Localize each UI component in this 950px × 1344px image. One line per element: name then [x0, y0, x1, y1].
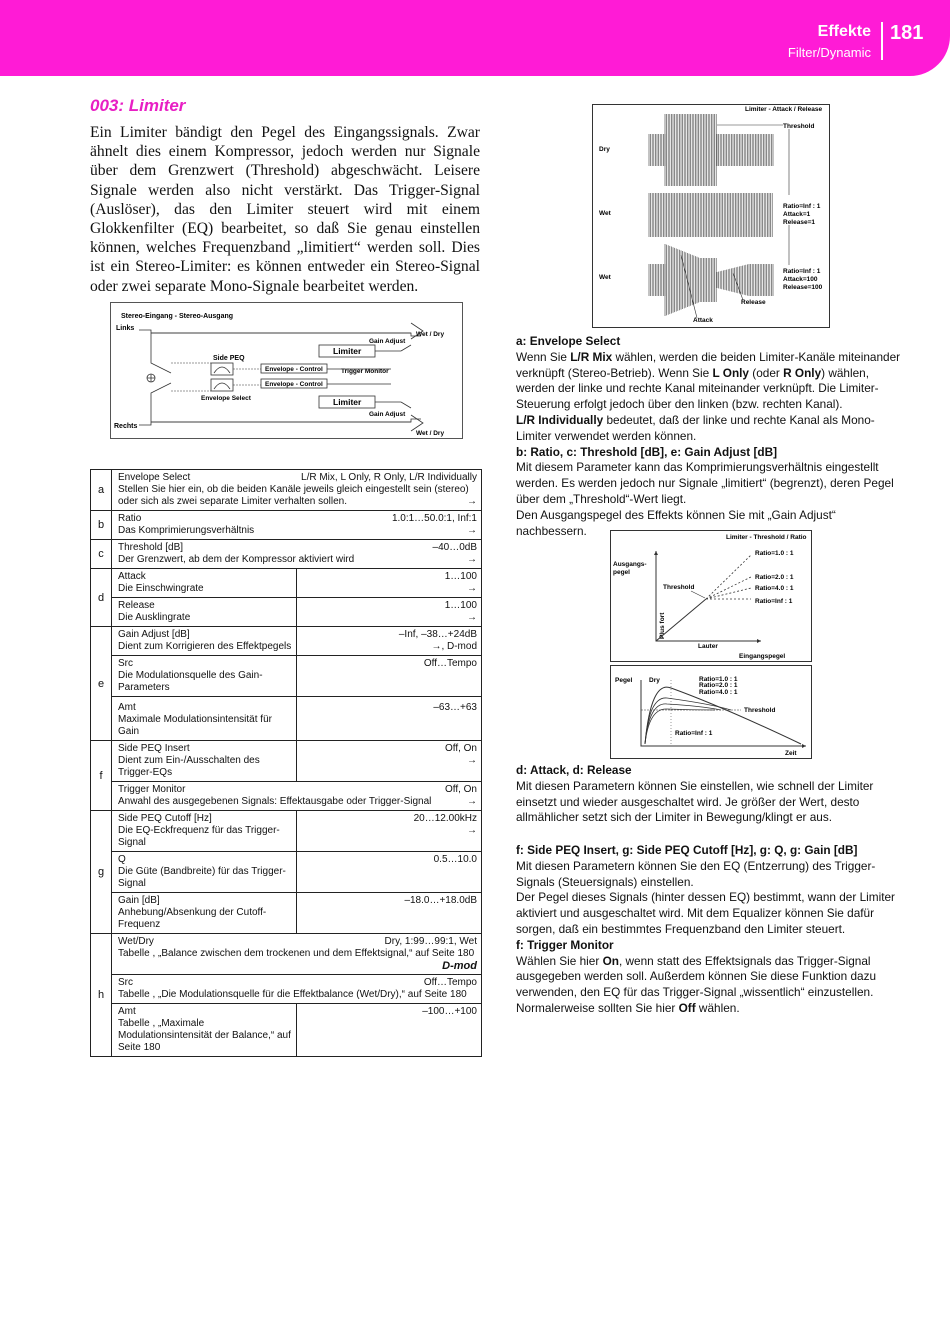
- chart1-ylabel-1: Ausgangs-: [613, 561, 647, 568]
- param-cell: [112, 811, 297, 852]
- param-arrow: →: [467, 825, 477, 836]
- param-desc: Tabelle , „Balance zwischen dem trockenen und dem Effektsignal,“ auf Seite 180: [118, 948, 475, 959]
- table-row: [91, 540, 482, 569]
- param-desc: Die Ausklingrate: [118, 612, 191, 623]
- chart1-ratio-4: Ratio=Inf : 1: [755, 598, 793, 605]
- para-d1: Mit diesen Parametern können Sie einstellen, wie schnell der Limiter einsetzt und wieder ausgeschaltet wird. Je größer der Wert, desto allmählicher setzt sich der Limiter in Bewegung/klingt er aus.: [516, 778, 874, 825]
- diagram-title: Stereo-Eingang - Stereo-Ausgang: [121, 313, 234, 320]
- section-title: 003: Limiter: [90, 96, 186, 115]
- para-a2: L/R Individually bedeutet, daß der linke und rechte Kanal als Mono-Limiter verwendet werden können.: [516, 412, 875, 443]
- param-name: Side PEQ Insert: [118, 743, 190, 754]
- table-row: [91, 852, 482, 893]
- param-range: Off, On: [444, 784, 477, 795]
- chart1-ratio-1: Ratio=1.0 : 1: [755, 550, 794, 557]
- param-range: –Inf, –38…+24dB: [398, 629, 477, 640]
- param-value-cell: [297, 811, 482, 852]
- param-range: Dry, 1:99…99:1, Wet: [384, 936, 477, 947]
- param-cell: [112, 540, 482, 569]
- param-value-cell: [297, 569, 482, 598]
- param-name: Amt: [118, 702, 136, 713]
- param-value-cell: [297, 852, 482, 893]
- param-letter: e: [91, 627, 112, 741]
- chart2-ratio-3: Ratio=4.0 : 1: [699, 689, 738, 696]
- param-name: Trigger Monitor: [118, 784, 186, 795]
- param-name: Q: [118, 854, 126, 865]
- chart2-threshold-label: Threshold: [744, 707, 776, 714]
- wet2-setting-2: Attack=100: [783, 276, 818, 283]
- waveform-bands: [649, 114, 773, 316]
- wave-threshold-label: Threshold: [783, 123, 815, 130]
- table-row: [91, 569, 482, 598]
- chart1-title: Limiter - Threshold / Ratio: [726, 534, 807, 541]
- table-row: [91, 697, 482, 741]
- section-heading-trigger-monitor: f: Trigger Monitor: [516, 937, 614, 952]
- chart2-ylabel: Pegel: [615, 677, 633, 684]
- param-value-cell: [297, 741, 482, 782]
- para-tm2: Normalerweise sollten Sie hier Off wählen.: [516, 1000, 740, 1015]
- intro-paragraph: Ein Limiter bändigt den Pegel des Eingangssignals. Zwar ähnelt dies einem Kompressor, jedoch werden nur Signale über dem Grenzwert (Threshold) abgeschwächt. Leisere Signale werden also nicht verstärkt. Das Trigger-Signal (Auslöser), das den Limiter steuert wird mit einem Glokkenfilter (EQ) bearbeitet, so daß Sie genau einstellen können, welches Frequenzband „limitiert“ werden soll. Dies ist ein Stereo-Limiter: es können entweder ein Stereo-Signal oder zwei separate Mono-Signale bearbeitet werden.: [90, 124, 480, 295]
- gain-adjust-label-2: Gain Adjust: [369, 411, 406, 418]
- param-name: Wet/Dry: [118, 936, 154, 947]
- param-arrow: →: [467, 612, 477, 623]
- param-desc: Dient zum Ein-/Ausschalten des Trigger-EQs: [118, 755, 260, 778]
- param-arrow: →: [467, 554, 477, 565]
- table-row: [91, 1004, 482, 1057]
- param-letter: f: [91, 741, 112, 811]
- table-row: [91, 511, 482, 540]
- attack-release-diagram: [592, 104, 830, 328]
- param-cell: [112, 975, 482, 1004]
- param-cell: [112, 470, 482, 511]
- section-heading-f: f: Side PEQ Insert, g: Side PEQ Cutoff [Hz], g: Q, g: Gain [dB]: [516, 843, 858, 857]
- diagram-left-label: Links: [116, 325, 135, 332]
- table-row: [91, 934, 482, 975]
- dmod-icon: D-mod: [442, 960, 477, 972]
- param-arrow: →, D-mod: [431, 641, 477, 652]
- param-arrow: →: [467, 583, 477, 594]
- wet1-setting-1: Ratio=Inf : 1: [783, 203, 821, 210]
- para-b2: Den Ausgangspegel des Effekts können Sie mit „Gain Adjust“ nachbessern.: [516, 507, 836, 538]
- threshold-ratio-chart: [610, 530, 812, 662]
- param-name: Src: [118, 977, 133, 988]
- param-desc: Dient zum Korrigieren des Effektpegels: [118, 641, 292, 652]
- para-tm1: Wählen Sie hier On, wenn statt des Effektsignals das Trigger-Signal ausgegeben werden soll. Außerdem können Sie diese Funktion dazu verwenden, den EQ für das Trigger-Signal „wissentlich“ einzustellen.: [516, 953, 877, 1000]
- param-value-cell: [297, 627, 482, 656]
- param-cell: [112, 656, 297, 697]
- param-cell: [112, 782, 482, 811]
- param-range: 1…100: [444, 571, 477, 582]
- side-peq-label: Side PEQ: [213, 355, 245, 362]
- param-cell: [112, 934, 482, 975]
- param-value-cell: [297, 1004, 482, 1057]
- trigger-monitor-label: Trigger Monitor: [341, 368, 389, 375]
- level-time-svg: [611, 666, 811, 758]
- param-range: –100…+100: [422, 1006, 477, 1017]
- wave-release-label: Release: [741, 299, 766, 306]
- chart1-ratio-3: Ratio=4.0 : 1: [755, 585, 794, 592]
- param-cell: [112, 569, 297, 598]
- param-range: Off…Tempo: [423, 977, 477, 988]
- wet-dry-label-1: Wet / Dry: [416, 331, 445, 338]
- param-name: Envelope Select: [118, 472, 191, 483]
- right-text-a: [516, 334, 906, 539]
- wet2-setting-3: Release=100: [783, 284, 823, 291]
- param-name: Gain [dB]: [118, 895, 160, 906]
- param-desc: Tabelle , „Die Modulationsquelle für die Effektbalance (Wet/Dry),“ auf Seite 180: [118, 989, 467, 1000]
- param-desc: Die Güte (Bandbreite) für das Trigger-Signal: [118, 866, 286, 889]
- param-desc: Stellen Sie hier ein, ob die beiden Kanäle jeweils gleich eingestellt sein (stereo) oder sich als zwei separate Limiter verhalten sollen.: [118, 484, 469, 507]
- param-range: 0.5…10.0: [433, 854, 477, 865]
- param-arrow: →: [467, 496, 477, 507]
- wet1-setting-3: Release=1: [783, 219, 815, 226]
- param-desc: Maximale Modulationsintensität für Gain: [118, 714, 272, 737]
- table-row: [91, 627, 482, 656]
- param-letter: c: [91, 540, 112, 569]
- limiter-label-1: Limiter: [333, 346, 362, 356]
- param-letter: a: [91, 470, 112, 511]
- page-number: 181: [890, 22, 924, 44]
- section-heading-d: d: Attack, d: Release: [516, 763, 632, 777]
- chart1-plus-fort-label: Plus fort: [659, 612, 666, 639]
- param-cell: [112, 893, 297, 934]
- param-range: 1…100: [444, 600, 477, 611]
- param-letter: g: [91, 811, 112, 934]
- block-diagram: [110, 302, 463, 439]
- param-cell: [112, 852, 297, 893]
- param-letter: h: [91, 934, 112, 1057]
- param-desc: Die Einschwingrate: [118, 583, 204, 594]
- param-range: L/R Mix, L Only, R Only, L/R Individually: [301, 472, 477, 483]
- table-row: [91, 893, 482, 934]
- chart2-dry-label: Dry: [649, 677, 660, 684]
- table-row: [91, 811, 482, 852]
- wet2-setting-1: Ratio=Inf : 1: [783, 268, 821, 275]
- param-desc: Der Grenzwert, ab dem der Kompressor aktiviert wird: [118, 554, 355, 565]
- param-value-cell: [297, 598, 482, 627]
- table-row: [91, 741, 482, 782]
- param-name: Src: [118, 658, 133, 669]
- param-desc: Anhebung/Absenkung der Cutoff-Frequenz: [118, 907, 267, 930]
- envelope-control-label-1: Envelope - Control: [265, 366, 323, 373]
- chart2-ratio-2: Ratio=2.0 : 1: [699, 682, 738, 689]
- envelope-control-label-2: Envelope - Control: [265, 381, 323, 388]
- param-range: 20…12.00kHz: [413, 813, 477, 824]
- right-text-d: [516, 763, 906, 826]
- param-range: –40…0dB: [432, 542, 477, 553]
- param-value-cell: [297, 893, 482, 934]
- header-divider: [881, 22, 883, 60]
- para-f1: Mit diesen Parametern können Sie den EQ (Entzerrung) des Trigger-Signals (Steuersignals) einstellen.: [516, 858, 876, 889]
- page-header: [0, 0, 950, 76]
- param-cell: [112, 741, 297, 782]
- param-range: –63…+63: [433, 702, 477, 713]
- chart1-ylabel-2: pegel: [613, 569, 630, 576]
- param-name: Side PEQ Cutoff [Hz]: [118, 813, 212, 824]
- wave-dry-label: Dry: [599, 146, 610, 153]
- diagram-right-label: Rechts: [114, 423, 138, 430]
- param-range: –18.0…+18.0dB: [404, 895, 477, 906]
- param-arrow: →: [467, 796, 477, 807]
- param-cell: [112, 627, 297, 656]
- param-desc: Anwahl des ausgegebenen Signals: Effektausgabe oder Trigger-Signal: [118, 796, 432, 807]
- param-value-cell: [297, 656, 482, 697]
- threshold-ratio-svg: [611, 531, 811, 661]
- table-row: [91, 598, 482, 627]
- param-range: 1.0:1…50.0:1, Inf:1: [391, 513, 477, 524]
- para-b1: Mit diesem Parameter kann das Komprimierungsverhältnis eingestellt werden. Es werden jedoch nur Signale „limitiert“ (begrenzt), deren Pegel über dem „Threshold“-Wert liegt.: [516, 460, 894, 506]
- attack-release-svg: [593, 105, 829, 327]
- param-name: Threshold [dB]: [118, 542, 184, 553]
- param-cell: [112, 697, 297, 741]
- section-heading-a: a: Envelope Select: [516, 334, 621, 348]
- chart2-ratio-1: Ratio=1.0 : 1: [699, 676, 738, 683]
- table-row: [91, 975, 482, 1004]
- param-name: Ratio: [118, 513, 142, 524]
- chart2-ratio-inf: Ratio=Inf : 1: [675, 730, 713, 737]
- wet1-setting-2: Attack=1: [783, 211, 811, 218]
- parameter-table: [90, 469, 482, 1057]
- right-text-f: [516, 843, 906, 1017]
- wet-dry-label-2: Wet / Dry: [416, 430, 445, 437]
- wave-wet-label-1: Wet: [599, 210, 611, 217]
- param-arrow: →: [467, 525, 477, 536]
- wave-title: Limiter - Attack / Release: [745, 106, 823, 113]
- param-cell: [112, 1004, 297, 1057]
- table-row: [91, 782, 482, 811]
- table-row: [91, 656, 482, 697]
- chart1-xlabel: Eingangspegel: [739, 653, 786, 660]
- param-value-cell: [297, 697, 482, 741]
- chapter-title: Effekte: [817, 23, 871, 40]
- param-name: Amt: [118, 1006, 136, 1017]
- para-a1: Wenn Sie L/R Mix wählen, werden die beiden Limiter-Kanäle miteinander verknüpft (Stereo-Betrieb). Wenn Sie L Only (oder R Only) wählen, werden der linke und rechte Kanal miteinander verknüpft. Die Limiter-Steuerung erfolgt jedoch über den linken (bzw. rechten Kanal).: [516, 349, 901, 412]
- param-desc: Die Modulationsquelle des Gain-Parameters: [118, 670, 263, 693]
- param-name: Gain Adjust [dB]: [118, 629, 190, 640]
- param-desc: Die EQ-Eckfrequenz für das Trigger-Signal: [118, 825, 280, 848]
- param-name: Attack: [118, 571, 146, 582]
- section-heading-b: b: Ratio, c: Threshold [dB], e: Gain Adjust [dB]: [516, 444, 778, 459]
- param-letter: b: [91, 511, 112, 540]
- gain-adjust-label-1: Gain Adjust: [369, 338, 406, 345]
- param-desc: Tabelle , „Maximale Modulationsintensität der Balance,“ auf Seite 180: [118, 1018, 291, 1053]
- param-cell: [112, 598, 297, 627]
- param-range: Off…Tempo: [423, 658, 477, 669]
- param-letter: d: [91, 569, 112, 627]
- chapter-subtitle: Filter/Dynamic: [787, 45, 871, 60]
- param-cell: [112, 511, 482, 540]
- table-row: [91, 470, 482, 511]
- param-desc: Das Komprimierungsverhältnis: [118, 525, 255, 536]
- envelope-select-label: Envelope Select: [201, 395, 251, 402]
- chart1-threshold-label: Threshold: [663, 584, 695, 591]
- param-arrow: →: [467, 755, 477, 766]
- chart2-xlabel: Zeit: [785, 750, 797, 757]
- level-time-chart: [610, 665, 812, 759]
- limiter-label-2: Limiter: [333, 397, 362, 407]
- chart1-lauter-label: Lauter: [698, 643, 718, 650]
- para-f2: Der Pegel dieses Signals (hinter dessen EQ) bestimmt, wann der Limiter aktiviert und ausgeschaltet wird. Mit dem Equalizer können Sie dafür sorgen, daß ein bestimmtes Frequenzband den Limiter steuert.: [516, 890, 895, 936]
- wave-wet-label-2: Wet: [599, 274, 611, 281]
- param-range: Off, On: [444, 743, 477, 754]
- param-name: Release: [118, 600, 155, 611]
- wave-attack-label: Attack: [693, 317, 713, 324]
- block-diagram-svg: [111, 303, 462, 438]
- chart1-ratio-2: Ratio=2.0 : 1: [755, 574, 794, 581]
